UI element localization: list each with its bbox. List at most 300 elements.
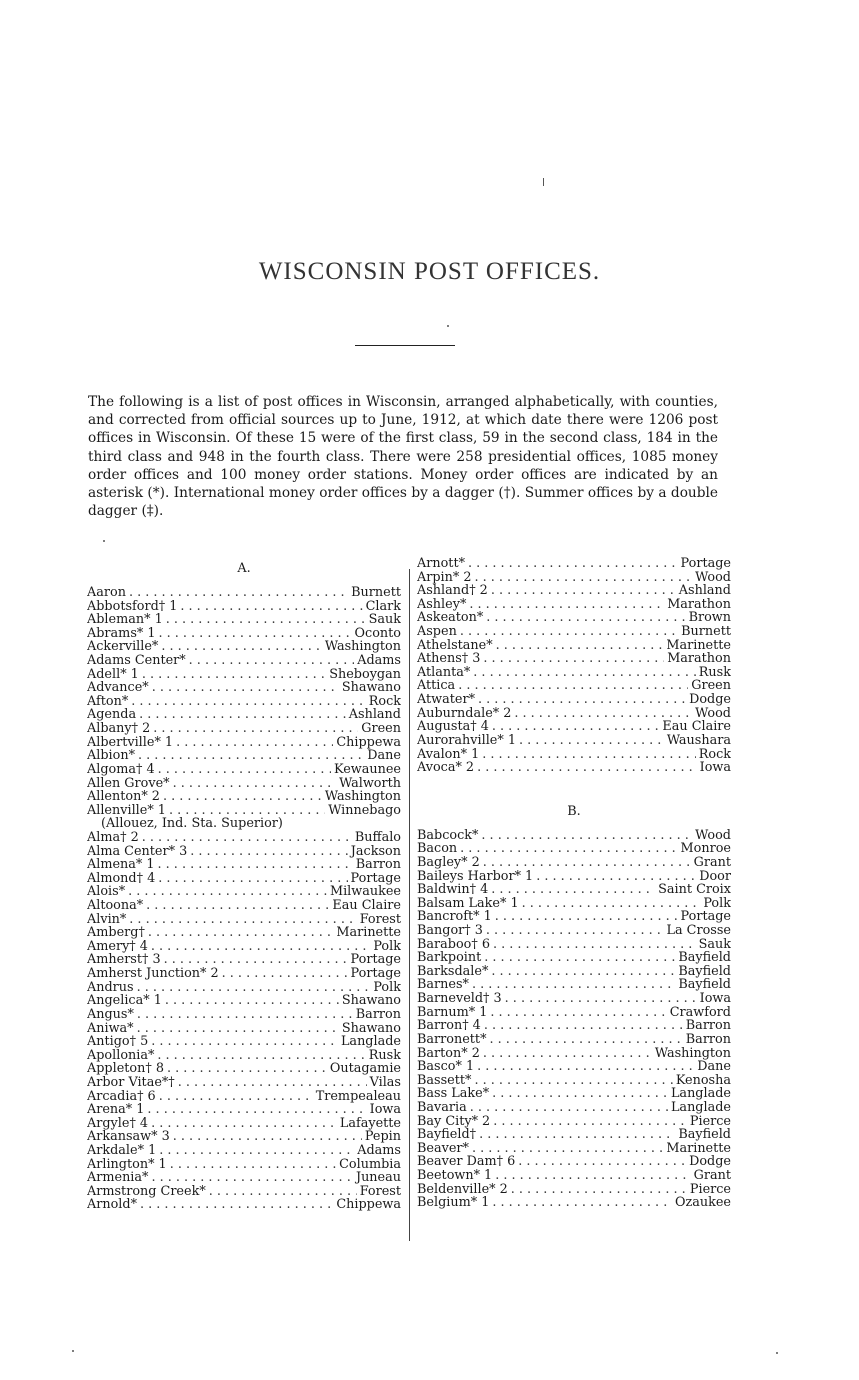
post-office-entry [87,586,401,600]
post-office-entry [87,1062,401,1076]
office-name: Appleton† 8 [87,1062,164,1076]
county-name: Polk [373,980,401,995]
print-speck [447,325,449,327]
post-office-entry [417,965,731,979]
county-name: Sauk [368,613,401,627]
post-office-entry [87,763,401,777]
section-heading-b: B. [567,803,581,819]
office-name: Arkdale* 1 [87,1143,157,1158]
office-name: Beaver Dam† 6 [417,1155,516,1169]
entry-list [87,831,401,1212]
dot-leader [209,1185,357,1199]
post-office-entry [417,1019,731,1033]
county-name: Eau Claire [332,899,401,913]
dot-leader [131,695,365,709]
post-office-entry [87,1171,401,1185]
dot-leader [491,965,675,979]
office-name: Allenville* 1 [87,803,166,818]
post-office-entry [417,978,731,992]
county-name: Rock [698,747,731,762]
dot-leader [167,1062,327,1076]
dot-leader [473,666,696,680]
post-office-entry [87,790,401,804]
county-name: La Crosse [666,924,731,938]
dot-leader [505,992,697,1006]
office-name: Arbor Vitae*† [87,1075,175,1090]
office-name: Belgium* 1 [417,1196,490,1210]
county-name: Barron [685,1019,731,1033]
county-name: Marathon [667,652,731,666]
dot-leader [222,967,348,981]
county-name: Eau Claire [662,720,731,734]
office-name: Barron† 4 [417,1019,481,1033]
county-name: Bayfield [678,964,731,979]
county-name: Chippewa [336,735,401,750]
county-name: Marathon [667,597,731,612]
county-name: Milwaukee [329,885,401,900]
station-note: (Allouez, Ind. Sta. Superior) [101,816,283,832]
post-office-entry [417,1183,731,1197]
post-office-entry [417,938,731,952]
county-name: Dane [367,749,401,763]
office-name: Arlington* 1 [87,1157,167,1172]
county-name: Washington [324,640,401,655]
office-name: Attica [417,679,456,694]
county-name: Barron [685,1032,731,1047]
office-name: Alvin* [87,912,127,927]
office-name: Babcock* [417,828,479,843]
dot-leader [518,1155,686,1169]
county-name: Portage [680,557,731,571]
office-name: Bayfield† [417,1128,477,1142]
county-name: Langlade [670,1100,731,1115]
post-office-entry [417,1101,731,1115]
office-name: Ashley* [417,597,467,612]
office-name: Almena* 1 [87,858,155,872]
office-name: Agenda [87,708,137,723]
post-office-entry [87,899,401,913]
dot-leader [129,586,348,600]
county-name: Pepin [364,1130,401,1144]
section-heading-a: A. [237,561,251,576]
office-name: Avoca* 2 [417,761,475,775]
dot-leader [486,611,685,625]
dot-leader [146,899,329,913]
office-name: Ableman* 1 [87,613,163,627]
dot-leader [477,1060,694,1074]
county-name: Rusk [368,1048,401,1063]
dot-leader [152,681,339,695]
county-name: Trempealeau [315,1089,401,1104]
dot-leader [484,951,675,965]
county-name: Wood [695,570,731,585]
office-name: Atlanta* [417,665,471,680]
county-name: Bayfield [678,1128,731,1142]
dot-leader [163,790,322,804]
office-name: Armstrong Creek* [87,1184,206,1199]
post-office-entry [417,666,731,680]
county-name: Wood [695,706,731,721]
county-name: Dane [697,1060,731,1074]
county-name: Grant [693,1168,731,1183]
office-name: Altoona* [87,899,144,913]
dot-leader [129,913,356,927]
county-name: Portage [680,910,731,925]
office-name: Amherst† 3 [87,953,161,968]
dot-leader [496,639,664,653]
post-office-entry [87,627,401,641]
dot-leader [519,734,664,748]
county-name: Shawano [341,1021,401,1036]
office-name: Balsam Lake* 1 [417,896,519,911]
county-name: Brown [688,611,731,626]
post-office-entry [87,654,401,668]
county-name: Marinette [336,926,401,940]
dot-leader [158,763,331,777]
dot-leader [472,1142,663,1156]
post-office-entry [87,885,401,899]
dot-leader [522,897,701,911]
county-name: Sheboygan [329,667,401,682]
dot-leader [138,749,364,763]
post-office-entry [417,598,731,612]
county-name: Chippewa [336,1198,401,1213]
county-name: Langlade [340,1035,401,1049]
dot-leader [139,708,346,722]
post-office-entry [417,1142,731,1156]
county-name: Portage [350,871,401,886]
post-office-entry [417,1169,731,1183]
office-name: Alma Center* 3 [87,844,188,859]
print-speck [543,178,544,186]
post-office-entry [87,695,401,709]
post-office-entry [417,693,731,707]
county-name: Bayfield [678,978,731,993]
office-name: Barronett* [417,1032,487,1047]
office-name: Albion* [87,749,135,763]
county-name: Ashland [678,584,731,598]
post-office-entry [87,1008,401,1022]
county-name: Rock [368,694,401,709]
dot-leader [492,720,660,734]
office-name: Auburndale* 2 [417,706,512,721]
dot-leader [158,872,347,886]
dot-leader [474,1074,672,1088]
dot-leader [492,1196,672,1210]
office-name: Aspen [417,625,457,639]
office-name: Bagley* 2 [417,855,480,870]
county-name: Waushara [666,733,731,748]
post-office-entry [87,668,401,682]
county-name: Washington [324,790,401,804]
post-office-entry [87,1090,401,1104]
office-name: Amherst Junction* 2 [87,967,219,981]
dot-leader [151,1171,353,1185]
post-office-entry [417,883,731,897]
post-office-entry [87,967,401,981]
office-name: Adell* 1 [87,667,139,682]
post-office-entry [417,829,731,843]
county-name: Door [699,869,731,884]
county-name: Sauk [698,937,731,952]
section-spacer [417,775,731,802]
office-name: Armenia* [87,1171,149,1185]
office-name: Barneveld† 3 [417,992,502,1006]
post-office-entry [87,872,401,886]
dot-leader [491,883,655,897]
county-name: Columbia [339,1157,401,1172]
post-office-entry [87,994,401,1008]
county-name: Burnett [681,625,731,639]
office-name: Bancroft* 1 [417,910,492,925]
dot-leader [536,870,696,884]
column-divider [409,569,410,1241]
post-office-entry [87,681,401,695]
post-office-entry [87,1144,401,1158]
office-name: Alois* [87,885,126,900]
office-name: Allenton* 2 [87,790,160,804]
office-name: Bacon [417,842,458,856]
dot-leader [483,1047,652,1061]
post-office-entry [87,1117,401,1131]
post-office-entry [417,951,731,965]
county-name: Ozaukee [674,1196,731,1210]
post-office-entry [87,831,401,845]
post-office-entry [417,856,731,870]
post-office-entry [417,1006,731,1020]
post-office-entry [417,734,731,748]
county-name: Oconto [354,626,401,641]
dot-leader [491,584,676,598]
dot-leader [159,1144,354,1158]
dot-leader [142,668,326,682]
post-office-entry [417,910,731,924]
post-office-entry [87,1076,401,1090]
post-office-entry [417,1196,731,1210]
county-name: Barron [355,1007,401,1022]
post-office-entry [417,571,731,585]
county-name: Pierce [689,1182,731,1197]
dot-leader [148,926,334,940]
office-name: Baraboo† 6 [417,937,490,952]
dot-leader [470,1101,668,1115]
dot-leader [173,1130,362,1144]
dot-leader [482,748,696,762]
county-name: Ashland [348,708,401,723]
office-name: Baldwin† 4 [417,883,489,897]
office-name: Aaron [87,586,126,600]
dot-leader [511,1183,687,1197]
county-name: Pierce [689,1114,731,1129]
office-name: Albertville* 1 [87,735,174,750]
county-name: Saint Croix [658,883,731,897]
post-office-entry [417,1155,731,1169]
right-column [417,557,731,1210]
post-office-entry [417,557,731,571]
office-name: Bass Lake* [417,1087,490,1101]
post-office-entry [87,1130,401,1144]
county-name: Washington [654,1046,731,1061]
county-name: Barron [355,858,401,872]
office-name: Basco* 1 [417,1060,475,1074]
dot-leader [151,940,370,954]
entry-list [417,829,731,1210]
county-name: Iowa [699,761,731,775]
office-name: Amery† 4 [87,939,148,954]
office-name: Arena* 1 [87,1103,145,1117]
office-name: Antigo† 5 [87,1035,149,1049]
dot-leader [489,1033,682,1047]
post-office-entry [87,981,401,995]
title-rule [355,345,455,346]
post-office-entry [87,804,401,818]
county-name: Clark [365,599,401,614]
dot-leader [176,736,333,750]
office-name: Amberg† [87,926,145,940]
county-name: Forest [359,912,401,927]
entry-list [417,557,731,775]
dot-leader [153,722,358,736]
county-name: Burnett [351,586,401,600]
dot-leader [481,829,692,843]
office-name: Allen Grove* [87,776,170,791]
office-name: Angus* [87,1007,134,1022]
office-name: Arpin* 2 [417,570,472,585]
county-name: Crawford [669,1005,731,1020]
office-name: Baileys Harbor* 1 [417,869,534,884]
post-office-entry [417,761,731,775]
county-name: Dodge [689,1155,731,1169]
dot-leader [458,679,688,693]
post-office-entry [87,858,401,872]
office-name: Barnes* [417,978,469,993]
office-name: Arnold* [87,1198,137,1213]
county-name: Green [691,679,731,694]
office-name: Beldenville* 2 [417,1182,508,1197]
county-name: Adams [357,654,401,668]
dot-leader [490,1006,666,1020]
dot-leader [147,1103,366,1117]
dot-leader [166,613,366,627]
dot-leader [142,831,352,845]
office-name: Almond† 4 [87,871,156,886]
dot-leader [477,761,697,775]
dot-leader [472,978,675,992]
post-office-entry [87,926,401,940]
county-name: Monroe [680,842,731,856]
dot-leader [158,858,353,872]
post-office-entry [417,1074,731,1088]
post-office-entry [417,720,731,734]
office-name: Arkansaw* 3 [87,1130,170,1144]
post-office-entry [417,679,731,693]
office-name: Barnum* 1 [417,1005,488,1020]
office-name: Andrus [87,980,134,995]
dot-leader [495,910,678,924]
dot-leader [173,777,337,791]
dot-leader [495,1169,690,1183]
dot-leader [483,652,664,666]
left-column [87,559,401,1212]
county-name: Polk [373,939,401,954]
post-office-entry [87,1035,401,1049]
dot-leader [170,1158,336,1172]
county-name: Marinette [666,1141,731,1156]
entry-list [87,586,401,817]
dot-leader [486,924,664,938]
office-name: Askeaton* [417,611,484,626]
office-name: Alma† 2 [87,830,139,845]
dot-leader [493,1115,687,1129]
post-office-entry [417,652,731,666]
county-name: Adams [357,1143,401,1158]
dot-leader [478,693,686,707]
dot-leader [460,842,677,856]
print-speck [103,540,105,542]
office-name: Arnott* [417,557,465,571]
post-office-entry [87,953,401,967]
post-office-entry [417,1060,731,1074]
post-office-entry [417,748,731,762]
post-office-entry [87,749,401,763]
post-office-entry [87,640,401,654]
county-name: Marinette [666,638,731,653]
dot-leader [189,654,355,668]
county-name: Polk [703,896,731,911]
post-office-entry [417,1047,731,1061]
dot-leader [137,1022,339,1036]
dot-leader [514,707,692,721]
post-office-entry [87,913,401,927]
dot-leader [157,1049,365,1063]
dot-leader [492,1087,668,1101]
intro-paragraph: The following is a list of post offices in Wisconsin, arranged alphabetically, with counties, and corrected from official sources up to June, 1912, at which date there were 1206 post offices in Wisconsin. Of these 15 were of the first class, 59 in the second class, 184 in the third class and 948 in the fourth class. There were 258 presidential offices, 1085 money order offices and 100 money order stations. Money order offices are indicated by an asterisk (*). International money order offices by a dagger (†). Summer offices by a double dagger (‡). [88,394,718,520]
county-name: Iowa [369,1103,401,1117]
county-name: Walworth [339,776,401,791]
county-name: Kenosha [675,1073,731,1088]
office-name: Barksdale* [417,964,489,979]
county-name: Buffalo [354,830,401,845]
post-office-entry [417,1115,731,1129]
office-name: Albany† 2 [87,722,151,736]
post-office-entry [87,600,401,614]
print-speck [776,1352,778,1354]
dot-leader [475,571,693,585]
post-office-entry [417,1087,731,1101]
county-name: Portage [350,967,401,981]
county-name: Langlade [670,1087,731,1101]
county-name: Rusk [698,665,731,680]
office-name: Bassett* [417,1073,472,1088]
dot-leader [151,1117,337,1131]
dot-leader [161,640,322,654]
post-office-entry [87,1185,401,1199]
post-office-entry [87,613,401,627]
post-office-entry [417,924,731,938]
county-name: Green [361,722,401,736]
office-name: Aniwa* [87,1021,134,1036]
office-name: Bavaria [417,1100,467,1115]
post-office-entry [417,625,731,639]
dot-leader [128,885,327,899]
post-office-entry [87,722,401,736]
office-name: Angelica* 1 [87,994,162,1008]
dot-leader [140,1198,333,1212]
dot-leader [169,804,325,818]
county-name: Grant [693,855,731,870]
post-office-entry [417,639,731,653]
print-speck [72,1350,74,1352]
